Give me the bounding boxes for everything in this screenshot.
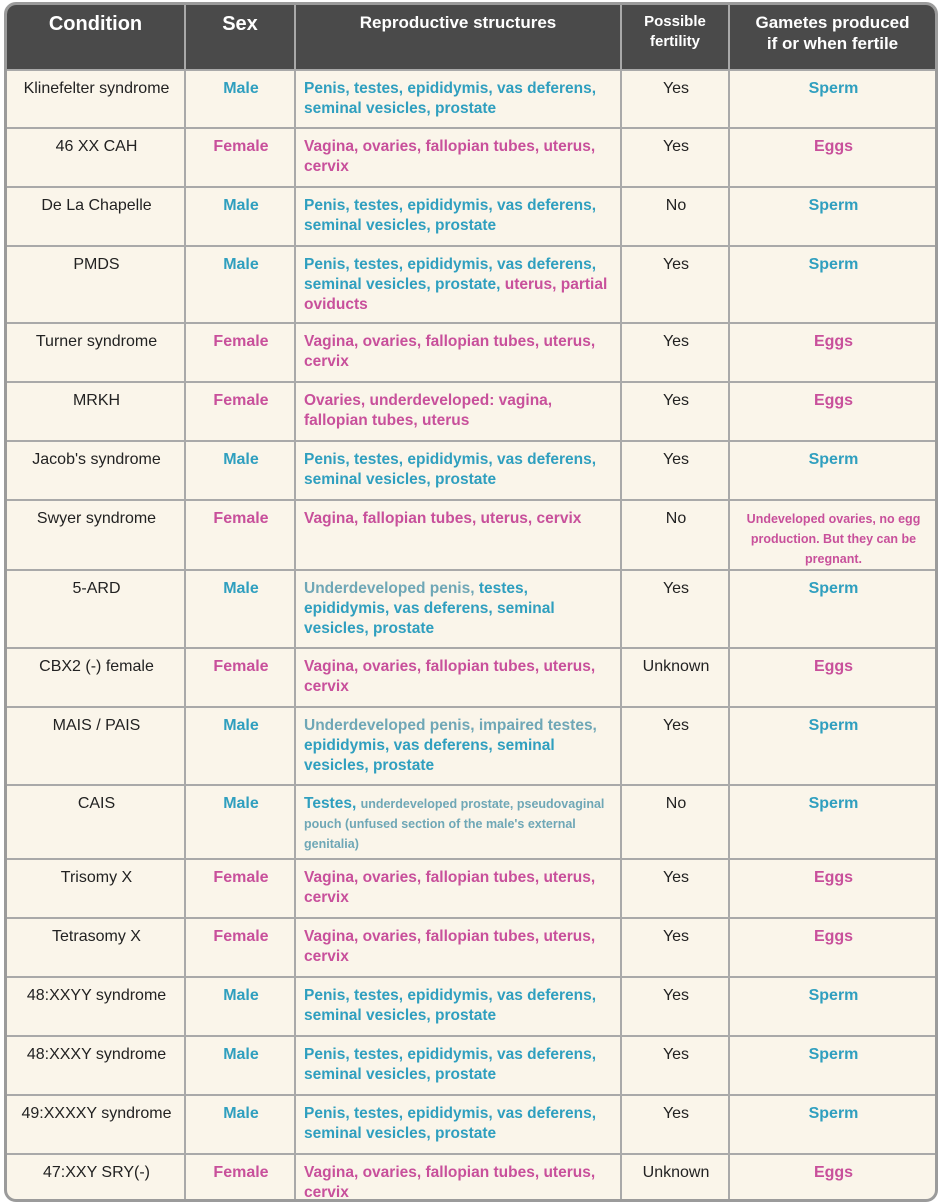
sex-value: Male [223, 1046, 259, 1063]
gametes-value: Sperm [808, 197, 859, 214]
sex-cell [185, 707, 295, 785]
sex-value: Female [213, 928, 269, 945]
fertility-value: Yes [662, 580, 690, 597]
table-row [7, 323, 935, 382]
structure-text: Vagina, ovaries, fallopian tubes, uterus, cervix [304, 138, 596, 175]
reproductive-structures-cell [295, 707, 621, 785]
fertility-cell [621, 1036, 729, 1095]
reproductive-structures-cell [295, 500, 621, 570]
table-row [7, 1095, 935, 1154]
structure-text: uterus, partial oviducts [304, 276, 608, 313]
structure-text: Testes, [304, 795, 361, 812]
gametes-value: Sperm [808, 717, 859, 734]
gametes-value: Sperm [808, 451, 859, 468]
header-gametes [729, 5, 935, 70]
fertility-value: Unknown [642, 658, 710, 675]
condition-cell [7, 1095, 185, 1154]
structure-text: underdeveloped prostate, pseudovaginal pouch (unfused section of the male's external genitalia) [304, 797, 605, 851]
gametes-cell [729, 785, 935, 859]
fertility-value: No [665, 510, 687, 527]
fertility-value: Yes [662, 333, 690, 350]
fertility-value: Yes [662, 928, 690, 945]
conditions-table-card [4, 2, 938, 1202]
sex-value: Female [213, 658, 269, 675]
reproductive-structures-cell [295, 977, 621, 1036]
sex-cell [185, 441, 295, 500]
condition-name: De La Chapelle [41, 197, 152, 214]
fertility-cell [621, 918, 729, 977]
fertility-cell [621, 1095, 729, 1154]
fertility-cell [621, 441, 729, 500]
gametes-value: Undeveloped ovaries, no egg production. But they can be pregnant. [746, 512, 921, 566]
condition-cell [7, 977, 185, 1036]
condition-cell [7, 323, 185, 382]
condition-name: MAIS / PAIS [52, 717, 141, 734]
fertility-value: No [665, 197, 687, 214]
gametes-cell [729, 70, 935, 128]
condition-name: PMDS [73, 256, 120, 273]
sex-value: Male [223, 987, 259, 1004]
table-row [7, 128, 935, 187]
condition-name: 5-ARD [72, 580, 121, 597]
fertility-value: No [665, 795, 687, 812]
fertility-value: Yes [662, 451, 690, 468]
table-row [7, 918, 935, 977]
reproductive-structures-cell [295, 323, 621, 382]
condition-cell [7, 500, 185, 570]
structure-text: Vagina, fallopian tubes, uterus, cervix [304, 510, 582, 527]
condition-cell [7, 859, 185, 918]
structure-text: Vagina, ovaries, fallopian tubes, uterus, cervix [304, 869, 596, 906]
structure-text: Penis, testes, epididymis, vas deferens, seminal vesicles, prostate [304, 451, 597, 488]
header-sex: Sex [185, 5, 295, 70]
header-reproductive-structures: Reproductive structures [295, 5, 621, 70]
sex-cell [185, 323, 295, 382]
sex-cell [185, 785, 295, 859]
structure-text: Underdeveloped penis, [304, 580, 479, 597]
condition-cell [7, 246, 185, 323]
header-gametes-line1: Gametes produced [755, 13, 910, 32]
condition-name: 49:XXXXY syndrome [21, 1105, 172, 1122]
condition-cell [7, 707, 185, 785]
sex-value: Male [223, 580, 259, 597]
gametes-cell [729, 323, 935, 382]
fertility-cell [621, 977, 729, 1036]
condition-cell [7, 918, 185, 977]
reproductive-structures-cell [295, 1154, 621, 1202]
gametes-cell [729, 859, 935, 918]
table-row [7, 648, 935, 707]
gametes-value: Eggs [813, 658, 854, 675]
gametes-value: Eggs [813, 138, 854, 155]
structure-text: Vagina, ovaries, fallopian tubes, uterus, cervix [304, 333, 596, 370]
gametes-value: Sperm [808, 1046, 859, 1063]
gametes-cell [729, 500, 935, 570]
gametes-value: Sperm [808, 256, 859, 273]
fertility-cell [621, 187, 729, 246]
condition-name: 48:XXXY syndrome [26, 1046, 167, 1063]
fertility-cell [621, 707, 729, 785]
reproductive-structures-cell [295, 187, 621, 246]
sex-value: Female [213, 333, 269, 350]
fertility-cell [621, 859, 729, 918]
fertility-value: Yes [662, 138, 690, 155]
reproductive-structures-cell [295, 648, 621, 707]
table-row [7, 70, 935, 128]
sex-cell [185, 187, 295, 246]
structure-text: Underdeveloped penis, impaired testes, [304, 717, 597, 734]
table-row [7, 382, 935, 441]
condition-name: Turner syndrome [35, 333, 158, 350]
condition-cell [7, 785, 185, 859]
gametes-value: Eggs [813, 392, 854, 409]
fertility-value: Unknown [642, 1164, 710, 1181]
gametes-value: Eggs [813, 1164, 854, 1181]
condition-cell [7, 1154, 185, 1202]
fertility-cell [621, 570, 729, 648]
table-row [7, 1154, 935, 1202]
fertility-value: Yes [662, 717, 690, 734]
table-body [7, 70, 935, 1202]
fertility-cell [621, 382, 729, 441]
sex-value: Male [223, 451, 259, 468]
sex-cell [185, 648, 295, 707]
table-row [7, 785, 935, 859]
reproductive-structures-cell [295, 246, 621, 323]
sex-value: Female [213, 1164, 269, 1181]
header-fertility-line2: fertility [649, 33, 700, 50]
gametes-cell [729, 128, 935, 187]
gametes-value: Sperm [808, 80, 859, 97]
table-row [7, 500, 935, 570]
gametes-cell [729, 441, 935, 500]
gametes-cell [729, 1095, 935, 1154]
structure-text: Vagina, ovaries, fallopian tubes, uterus, cervix [304, 658, 596, 695]
sex-value: Female [213, 510, 269, 527]
header-row [7, 5, 935, 70]
sex-value: Male [223, 197, 259, 214]
sex-cell [185, 918, 295, 977]
condition-cell [7, 70, 185, 128]
condition-name: Trisomy X [60, 869, 133, 886]
fertility-value: Yes [662, 869, 690, 886]
reproductive-structures-cell [295, 1095, 621, 1154]
table-row [7, 246, 935, 323]
gametes-value: Sperm [808, 1105, 859, 1122]
condition-cell [7, 187, 185, 246]
reproductive-structures-cell [295, 918, 621, 977]
sex-value: Male [223, 256, 259, 273]
table-row [7, 187, 935, 246]
gametes-cell [729, 918, 935, 977]
condition-cell [7, 1036, 185, 1095]
sex-cell [185, 1036, 295, 1095]
structure-text: Penis, testes, epididymis, vas deferens, seminal vesicles, prostate [304, 1105, 597, 1142]
structure-text: Penis, testes, epididymis, vas deferens, seminal vesicles, prostate, [304, 256, 597, 293]
fertility-cell [621, 323, 729, 382]
gametes-value: Sperm [808, 987, 859, 1004]
header-possible-fertility [621, 5, 729, 70]
fertility-value: Yes [662, 80, 690, 97]
condition-name: CBX2 (-) female [39, 658, 154, 675]
sex-value: Female [213, 392, 269, 409]
sex-value: Female [213, 869, 269, 886]
condition-cell [7, 128, 185, 187]
structure-text: Penis, testes, epididymis, vas deferens, seminal vesicles, prostate [304, 987, 597, 1024]
condition-name: 47:XXY SRY(-) [42, 1164, 150, 1181]
table-row [7, 859, 935, 918]
reproductive-structures-cell [295, 859, 621, 918]
structure-text: Ovaries, underdeveloped: vagina, fallopian tubes, uterus [304, 392, 553, 429]
gametes-value: Eggs [813, 333, 854, 350]
sex-cell [185, 570, 295, 648]
sex-value: Male [223, 717, 259, 734]
reproductive-structures-cell [295, 441, 621, 500]
condition-name: Jacob's syndrome [32, 451, 161, 468]
reproductive-structures-cell [295, 382, 621, 441]
fertility-value: Yes [662, 392, 690, 409]
condition-name: Klinefelter syndrome [23, 80, 170, 97]
gametes-cell [729, 246, 935, 323]
gametes-value: Eggs [813, 928, 854, 945]
condition-name: MRKH [72, 392, 121, 409]
gametes-cell [729, 570, 935, 648]
structure-text: Vagina, ovaries, fallopian tubes, uterus, cervix [304, 1164, 596, 1201]
sex-cell [185, 977, 295, 1036]
gametes-value: Sperm [808, 580, 859, 597]
table-row [7, 570, 935, 648]
sex-cell [185, 382, 295, 441]
condition-cell [7, 570, 185, 648]
sex-cell [185, 1154, 295, 1202]
fertility-value: Yes [662, 1105, 690, 1122]
fertility-cell [621, 500, 729, 570]
sex-cell [185, 859, 295, 918]
table-row [7, 977, 935, 1036]
structure-text: Penis, testes, epididymis, vas deferens, seminal vesicles, prostate [304, 80, 597, 117]
fertility-cell [621, 648, 729, 707]
condition-cell [7, 382, 185, 441]
sex-cell [185, 246, 295, 323]
fertility-cell [621, 128, 729, 187]
reproductive-structures-cell [295, 70, 621, 128]
sex-value: Male [223, 795, 259, 812]
structure-text: Penis, testes, epididymis, vas deferens, seminal vesicles, prostate [304, 1046, 597, 1083]
fertility-value: Yes [662, 1046, 690, 1063]
gametes-cell [729, 707, 935, 785]
condition-name: Tetrasomy X [52, 928, 141, 945]
fertility-cell [621, 246, 729, 323]
reproductive-structures-cell [295, 570, 621, 648]
gametes-value: Eggs [813, 869, 854, 886]
fertility-cell [621, 785, 729, 859]
fertility-value: Yes [662, 256, 690, 273]
fertility-value: Yes [662, 987, 690, 1004]
condition-name: CAIS [77, 795, 116, 812]
sex-value: Male [223, 80, 259, 97]
header-condition: Condition [7, 5, 185, 70]
fertility-cell [621, 70, 729, 128]
sex-cell [185, 128, 295, 187]
header-fertility-line1: Possible [644, 13, 706, 30]
sex-cell [185, 70, 295, 128]
gametes-cell [729, 382, 935, 441]
structure-text: testes, epididymis, vas deferens, seminal vesicles, prostate [304, 580, 555, 637]
conditions-table [7, 5, 935, 1202]
header-gametes-line2: if or when fertile [766, 34, 899, 53]
gametes-cell [729, 977, 935, 1036]
gametes-value: Sperm [808, 795, 859, 812]
condition-name: 48:XXYY syndrome [26, 987, 167, 1004]
condition-cell [7, 441, 185, 500]
reproductive-structures-cell [295, 1036, 621, 1095]
sex-cell [185, 1095, 295, 1154]
gametes-cell [729, 648, 935, 707]
condition-name: 46 XX CAH [55, 138, 138, 155]
condition-cell [7, 648, 185, 707]
sex-value: Female [213, 138, 269, 155]
gametes-cell [729, 187, 935, 246]
condition-name: Swyer syndrome [36, 510, 157, 527]
structure-text: Penis, testes, epididymis, vas deferens, seminal vesicles, prostate [304, 197, 597, 234]
sex-value: Male [223, 1105, 259, 1122]
table-row [7, 1036, 935, 1095]
reproductive-structures-cell [295, 785, 621, 859]
reproductive-structures-cell [295, 128, 621, 187]
structure-text: epididymis, vas deferens, seminal vesicles, prostate [304, 737, 555, 774]
table-row [7, 707, 935, 785]
gametes-cell [729, 1036, 935, 1095]
structure-text: Vagina, ovaries, fallopian tubes, uterus, cervix [304, 928, 596, 965]
table-row [7, 441, 935, 500]
sex-cell [185, 500, 295, 570]
gametes-cell [729, 1154, 935, 1202]
fertility-cell [621, 1154, 729, 1202]
